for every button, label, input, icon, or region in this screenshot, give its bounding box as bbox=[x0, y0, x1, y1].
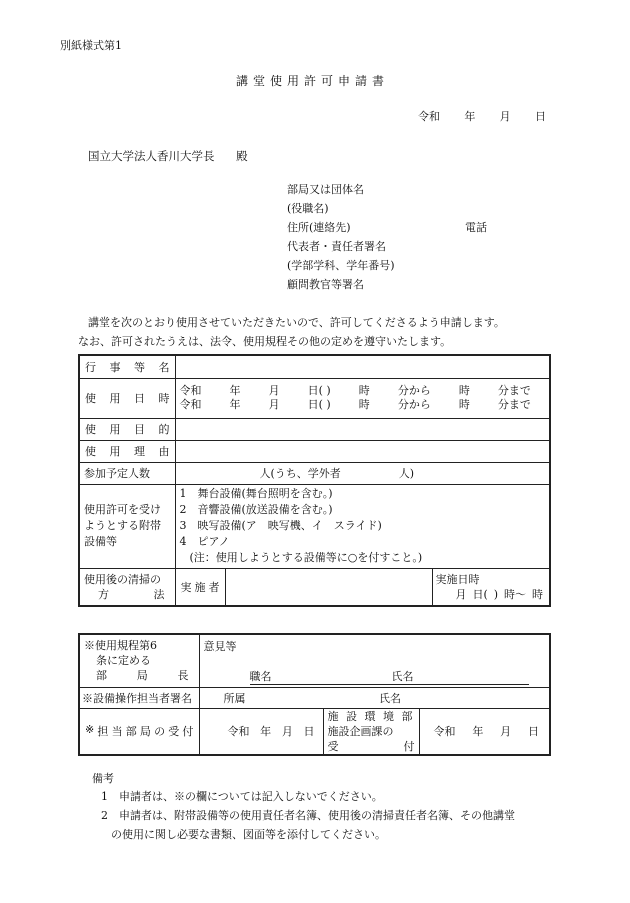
addressee bbox=[88, 148, 248, 164]
executor-label: 実 施 者 bbox=[175, 568, 225, 606]
phone-label: 電話 bbox=[465, 221, 487, 234]
position-label: 職名 bbox=[249, 670, 272, 683]
opinion-label: 意見等 bbox=[203, 640, 237, 653]
attendees-field[interactable]: 人(うち、学外者 人) bbox=[175, 462, 550, 484]
facility-dept-label: 施 設 環 境 部 施設企画課の 受 付 bbox=[323, 708, 419, 755]
notes-heading: 備考 bbox=[92, 772, 114, 785]
date-month: 月 bbox=[499, 110, 511, 123]
operator-field[interactable] bbox=[199, 687, 550, 708]
reason-label: 使 用 理 由 bbox=[79, 440, 175, 462]
intro-line-2: なお、許可されたうえは、法令、使用規程その他の定めを遵守いたします。 bbox=[78, 335, 452, 348]
equipment-label: 使用許可を受け ようとする附帯 設備等 bbox=[79, 484, 175, 568]
purpose-field[interactable] bbox=[175, 418, 550, 440]
operator-name-label: 氏名 bbox=[379, 691, 401, 705]
intro-line-1: 講堂を次のとおり使用させていただきたいので、許可してくださるよう申請します。 bbox=[88, 316, 505, 329]
field-department: (学部学科、学年番号) bbox=[287, 259, 395, 272]
operator-label: ※設備操作担当者署名 bbox=[79, 687, 199, 708]
attendees-label: 参加予定人数 bbox=[79, 462, 175, 484]
equipment-item-sound: 2 音響設備(放送設備を含む。) bbox=[179, 503, 333, 516]
field-representative: 代表者・責任者署名 bbox=[287, 240, 386, 253]
page-title: 講堂使用許可申請書 bbox=[236, 74, 390, 88]
office-use-table bbox=[78, 633, 551, 756]
dept-head-label: ※使用規程第6 条に定める 部 局 長 bbox=[79, 634, 199, 687]
date-day: 日 bbox=[534, 110, 546, 123]
equipment-item-piano: 4 ピアノ bbox=[179, 535, 230, 548]
note-2: 2 申請者は、附帯設備等の使用責任者名簿、使用後の清掃責任者名簿、その他講堂 bbox=[101, 809, 515, 822]
notes bbox=[101, 787, 515, 844]
equipment-item-stage: 1 舞台設備(舞台照明を含む。) bbox=[179, 487, 333, 500]
note-1: 1 申請者は、※の欄については記入しないでください。 bbox=[101, 790, 383, 803]
addressee-suffix: 殿 bbox=[236, 149, 248, 163]
purpose-label: 使 用 目 的 bbox=[79, 418, 175, 440]
addressee-name: 国立大学法人香川大学長 bbox=[88, 149, 215, 163]
date-label: 使 用 日 時 bbox=[79, 378, 175, 418]
equipment-field[interactable] bbox=[175, 484, 550, 568]
event-name-label: 行 事 等 名 bbox=[79, 355, 175, 378]
facility-date-field[interactable]: 令和 年 月 日 bbox=[419, 708, 550, 755]
usage-table bbox=[78, 354, 551, 607]
cleanup-datetime-field[interactable]: 実施日時 月 日( ) 時〜 時 bbox=[432, 568, 550, 606]
reception-date-field[interactable]: 令和 年 月 日 bbox=[199, 708, 323, 755]
field-advisor: 顧問教官等署名 bbox=[287, 278, 364, 291]
field-org-name: 部局又は団体名 bbox=[287, 183, 364, 196]
dept-head-name-label: 氏名 bbox=[391, 670, 414, 683]
date-row-2: 令和 年 月 日( ) 時 分から 時 分まで bbox=[179, 398, 531, 411]
dept-head-opinion-field[interactable] bbox=[199, 634, 550, 687]
intro-text bbox=[78, 313, 505, 351]
event-name-field[interactable] bbox=[175, 355, 550, 378]
reception-label: ※ 担 当 部 局 の 受 付 bbox=[79, 708, 199, 755]
date-row-1: 令和 年 月 日( ) 時 分から 時 分まで bbox=[179, 384, 531, 397]
note-2-cont: の使用に関し必要な書類、図面等を添付してください。 bbox=[111, 828, 386, 841]
equipment-item-projection: 3 映写設備(ア 映写機、イ スライド) bbox=[179, 519, 382, 532]
date-era: 令和 bbox=[418, 110, 440, 123]
form-id: 別紙様式第1 bbox=[60, 39, 122, 52]
application-date bbox=[418, 108, 546, 124]
cleanup-label: 使用後の清掃の 方 法 bbox=[79, 568, 175, 606]
equipment-note: (注：使用しようとする設備等に○を付すこと。) bbox=[189, 551, 423, 564]
applicant-fields bbox=[287, 181, 405, 295]
field-address: 住所(連絡先) bbox=[287, 221, 351, 234]
affiliation-label: 所属 bbox=[223, 691, 246, 705]
date-field[interactable] bbox=[175, 378, 550, 418]
date-year: 年 bbox=[464, 110, 476, 123]
reason-field[interactable] bbox=[175, 440, 550, 462]
field-position: (役職名) bbox=[287, 202, 329, 215]
executor-field[interactable] bbox=[225, 568, 432, 606]
